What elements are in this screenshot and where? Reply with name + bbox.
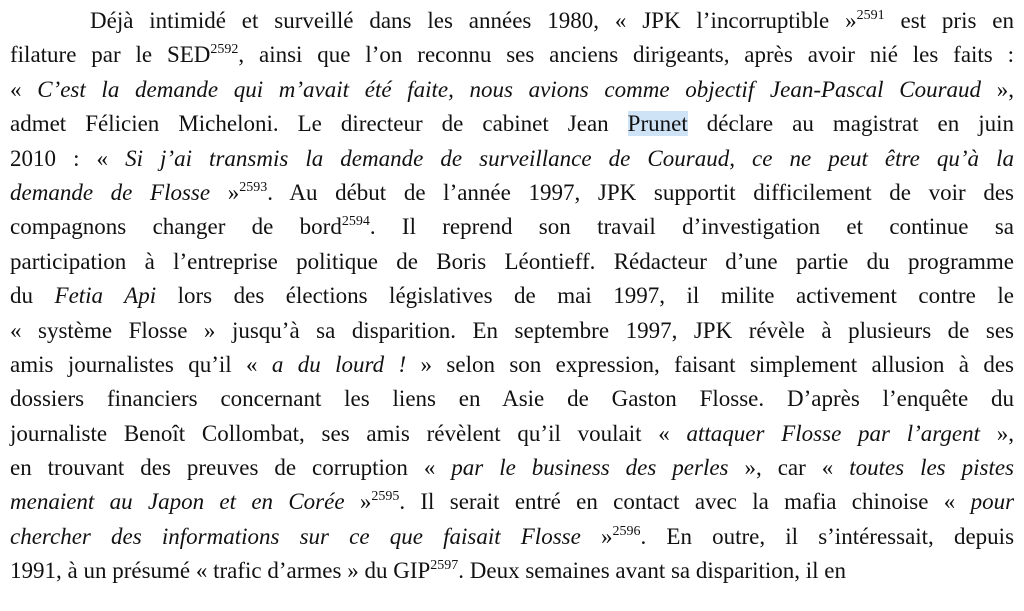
text-line [10,554,1014,588]
text-run: participation à l’entreprise politique de Boris Léontieff. Rédacteur d’une partie du programme [10,248,1014,274]
italic-quote: menaient au Japon et en Corée [10,489,345,515]
text-line [10,417,1014,451]
text-run: amis journalistes qu’il « [10,351,272,377]
italic-quote: a du lourd ! [271,351,407,377]
footnote-marker[interactable]: 2594 [341,214,370,230]
text-run: en trouvant des preuves de corruption « [10,455,452,481]
text-run: », [981,76,1014,102]
text-line [10,485,1014,519]
text-line [10,38,1014,72]
text-run: . En outre, il s’intéressait, depuis [640,523,1015,549]
text-run: », car « [728,455,850,481]
italic-quote: chercher des informations sur ce que faisait Flosse [10,523,581,549]
text-line [10,314,1014,348]
text-run: . Il serait entré en contact avec la mafia chinoise « [399,489,971,515]
text-run: Déjà intimidé et surveillé dans les années 1980, « JPK l’incorruptible » [90,8,857,33]
text-run: admet Félicien Micheloni. Le directeur de cabinet Jean [10,111,628,137]
footnote-marker[interactable]: 2596 [612,523,641,539]
text-run: filature par le SED [10,42,211,68]
text-run: . Il reprend son travail d’investigation et continue sa [369,214,1014,240]
text-line [10,142,1014,176]
text-line [10,176,1014,210]
text-line [10,107,1014,141]
italic-quote: attaquer Flosse par l’argent [686,420,980,446]
text-run: . Deux semaines avant sa disparition, il en [458,558,846,584]
footnote-marker[interactable]: 2597 [430,558,459,574]
text-run: , ainsi que l’on reconnu ses anciens dirigeants, après avoir nié les faits : [238,42,1015,68]
text-run: « système Flosse » jusqu’à sa disparition. En septembre 1997, JPK révèle à plusieurs de ses [10,317,1014,343]
text-line [10,4,1014,38]
text-run: », [980,420,1015,446]
text-line [10,210,1014,244]
text-run: 1991, à un présumé « trafic d’armes » du GIP [10,558,431,584]
text-run: » selon son expression, faisant simplement allusion à des [406,351,1014,377]
text-line [10,520,1014,554]
text-run: . Au début de l’année 1997, JPK supportit difficilement de voir des [267,179,1014,205]
italic-quote: Si j’ai transmis la demande de surveillance de Couraud, ce ne peut être qu’à la [125,145,1015,171]
selected-text[interactable]: Prunet [627,111,688,137]
footnote-marker[interactable]: 2593 [239,179,268,195]
text-run: » [580,523,613,549]
text-run: compagnons changer de bord [10,214,342,240]
text-run: » [344,489,372,515]
text-line [10,382,1014,416]
footnote-marker[interactable]: 2595 [371,489,400,505]
italic-quote: Fetia Api [54,283,157,309]
text-run: déclare au magistrat en juin [687,111,1014,137]
footnote-marker[interactable]: 2591 [856,8,885,23]
text-run: dossiers financiers concernant les liens en Asie de Gaston Flosse. D’après l’enquête du [10,386,1014,412]
italic-quote: pour [970,489,1015,515]
text-run: 2010 : « [10,145,126,171]
italic-quote: demande de Flosse [10,179,211,205]
text-run: » [210,179,240,205]
document-page [10,4,1014,589]
footnote-marker[interactable]: 2592 [210,42,239,58]
body-paragraph [10,4,1014,589]
italic-quote: toutes les pistes [849,455,1014,481]
italic-quote: C’est la demande qui m’avait été faite, nous avions comme objectif Jean-Pascal Couraud [37,76,982,102]
text-line [10,245,1014,279]
text-run: « [10,76,38,102]
text-line [10,451,1014,485]
text-run: lors des élections législatives de mai 1997, il milite activement contre le [156,283,1014,309]
text-line [10,73,1014,107]
text-run: est pris en [884,8,1014,33]
text-run: du [10,283,55,309]
italic-quote: par le business des perles [451,455,729,481]
text-line [10,279,1014,313]
text-line [10,348,1014,382]
text-run: journaliste Benoît Collombat, ses amis révèlent qu’il voulait « [10,420,687,446]
